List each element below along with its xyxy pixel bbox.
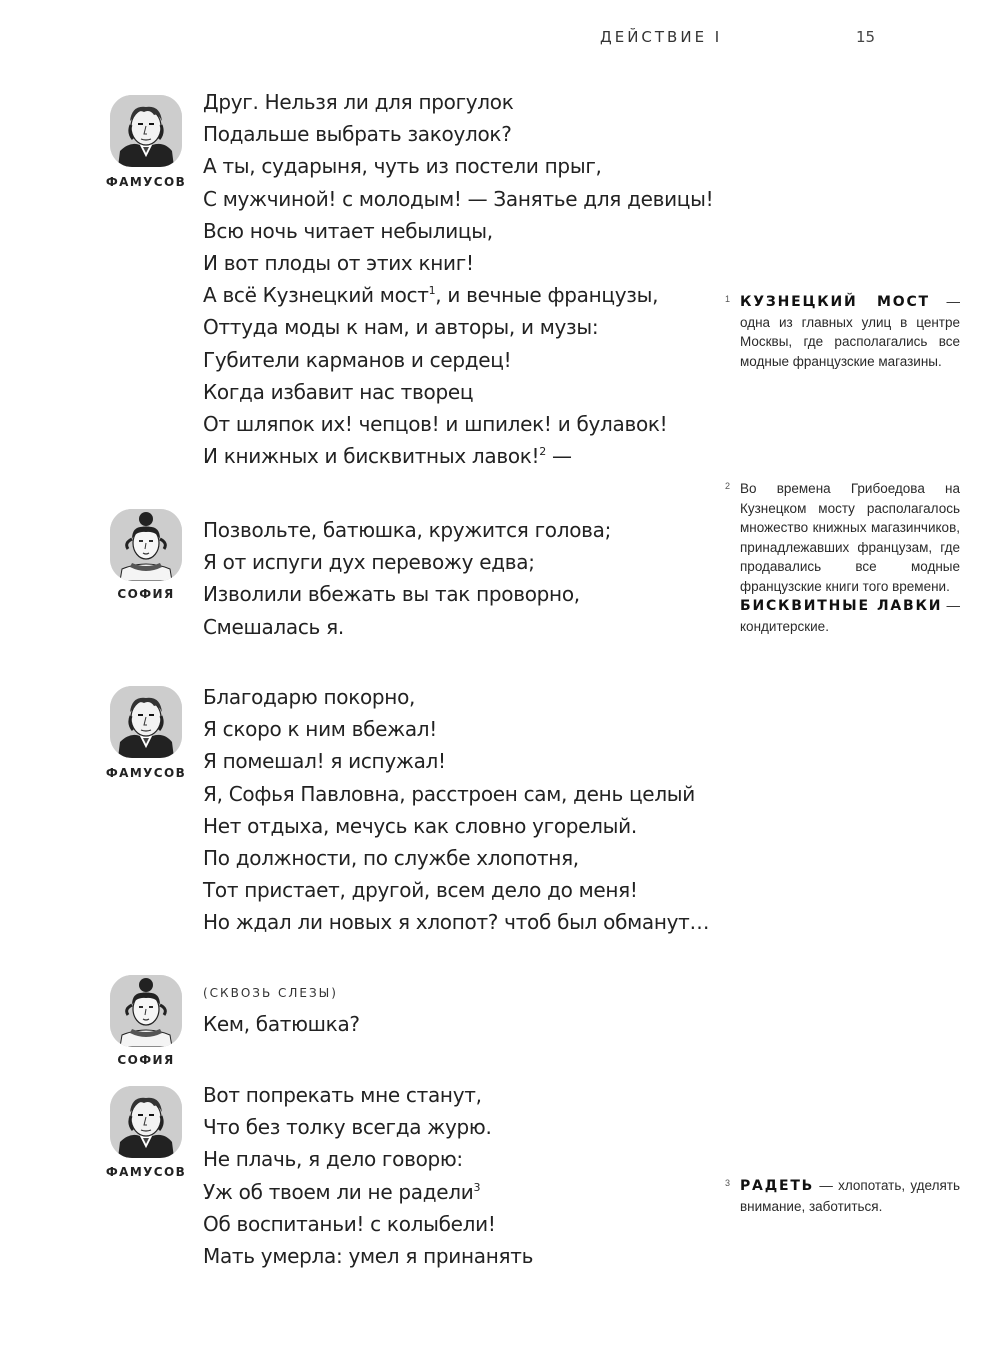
verse-line: Друг. Нельзя ли для прогулок bbox=[203, 90, 514, 114]
verse-text: — bbox=[545, 444, 572, 469]
famusov-portrait bbox=[110, 686, 182, 758]
note-text: — кондитерские. bbox=[740, 598, 960, 634]
speaker-label: СОФИЯ bbox=[117, 1053, 175, 1067]
footnote-mark: 2 bbox=[539, 445, 546, 459]
verse-line: Я скоро к ним вбежал! bbox=[203, 717, 438, 742]
verse-line: Всю ночь читает небылицы, bbox=[203, 218, 493, 243]
sofia-portrait bbox=[110, 975, 182, 1047]
verse-line: Оттуда моды к нам, и авторы, и музы: bbox=[203, 315, 599, 340]
speaker-label: ФАМУСОВ bbox=[105, 175, 187, 189]
verse-line: Подальше выбрать закоулок? bbox=[203, 122, 512, 147]
note-text: — одна из главных улиц в центре Москвы, где располагались все модные французские магазины. bbox=[740, 294, 960, 369]
margin-note bbox=[725, 479, 960, 636]
verse-line: Не плачь, я дело говорю: bbox=[203, 1147, 463, 1172]
verse-line: И вот плоды от этих книг! bbox=[203, 251, 474, 276]
note-number: 2 bbox=[725, 481, 731, 491]
verse-line: Мать умерла: умел я принанять bbox=[203, 1244, 534, 1269]
speaker-label: СОФИЯ bbox=[117, 587, 175, 601]
verse-line: Но ждал ли новых я хлопот? чтоб был обманут… bbox=[203, 910, 710, 935]
note-text: Во времена Грибоедова на Кузнецком мосту располагалось множество книжных магазинчиков, принадлежавших французам, где продавались все модные французские книги того времени. bbox=[740, 481, 960, 594]
note-number: 3 bbox=[725, 1178, 731, 1188]
verse-line bbox=[203, 279, 713, 311]
note-term: БИСКВИТНЫЕ ЛАВКИ bbox=[740, 598, 943, 614]
running-header: ДЕЙСТВИЕ I bbox=[600, 28, 723, 46]
verse-line: Что без толку всегда журю. bbox=[203, 1115, 492, 1140]
verse-line: По должности, по службе хлопотня, bbox=[203, 846, 579, 871]
speaker-label: ФАМУСОВ bbox=[105, 1165, 187, 1179]
stage-direction: (СКВОЗЬ СЛЕЗЫ) bbox=[203, 986, 338, 1000]
sofia-portrait bbox=[110, 509, 182, 581]
verse-line: Благодарю покорно, bbox=[203, 685, 416, 709]
verse-line: Изволили вбежать вы так проворно, bbox=[203, 582, 580, 607]
margin-note bbox=[725, 292, 960, 371]
verse-line: Нет отдыха, мечусь как словно угорелый. bbox=[203, 813, 637, 838]
verse-line: Губители карманов и сердец! bbox=[203, 347, 512, 372]
verse-line: Смешалась я. bbox=[203, 614, 344, 639]
speaker-label: ФАМУСОВ bbox=[105, 766, 187, 780]
verse-line: Тот пристает, другой, всем дело до меня! bbox=[203, 878, 638, 903]
famusov-portrait bbox=[110, 95, 182, 167]
verse-line: Когда избавит нас творец bbox=[203, 379, 474, 404]
verse-line: Я помешал! я испужал! bbox=[203, 749, 446, 774]
verse-line: От шляпок их! чепцов! и шпилек! и булавок! bbox=[203, 412, 668, 437]
famusov-portrait bbox=[110, 1086, 182, 1158]
note-term: КУЗНЕЦКИЙ МОСТ bbox=[740, 294, 930, 310]
verse-text: Уж об твоем ли не радели bbox=[203, 1179, 474, 1204]
verse-line: С мужчиной! с молодым! — Занятье для девицы! bbox=[203, 186, 714, 211]
verse-text: А всё Кузнецкий мост bbox=[203, 283, 429, 308]
verse-line bbox=[203, 1176, 533, 1208]
verse-line bbox=[203, 440, 713, 472]
note-text: — хлопотать, уделять внимание, заботиться. bbox=[740, 1178, 960, 1214]
verse-line: Об воспитаньи! с колыбели! bbox=[203, 1211, 496, 1236]
note-term: РАДЕТЬ bbox=[740, 1178, 815, 1194]
verse-line: Позвольте, батюшка, кружится голова; bbox=[203, 518, 612, 542]
note-number: 1 bbox=[725, 294, 731, 304]
verse-line: Я от испуги дух перевожу едва; bbox=[203, 550, 535, 575]
footnote-mark: 3 bbox=[473, 1180, 481, 1194]
footnote-mark: 1 bbox=[428, 284, 436, 298]
margin-note bbox=[725, 1176, 960, 1216]
verse-line: Вот попрекать мне станут, bbox=[203, 1083, 482, 1107]
verse-line: Кем, батюшка? bbox=[203, 1012, 360, 1036]
verse-line: А ты, сударыня, чуть из постели прыг, bbox=[203, 154, 602, 179]
page-number: 15 bbox=[856, 28, 876, 46]
verse-text: , и вечные французы, bbox=[435, 283, 659, 308]
verse-text: И книжных и бисквитных лавок! bbox=[203, 444, 540, 469]
verse-line: Я, Софья Павловна, расстроен сам, день целый bbox=[203, 781, 695, 806]
